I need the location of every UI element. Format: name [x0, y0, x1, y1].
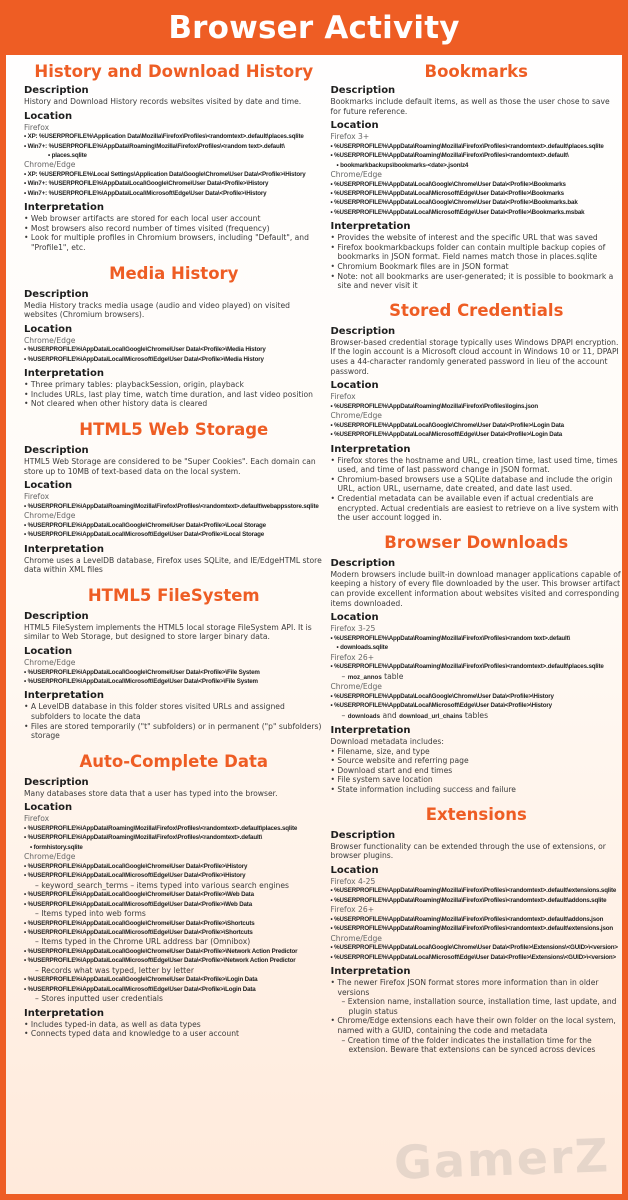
path-item: • Win7+: %USERPROFILE%\AppData\Local\Google\Chrome\User Data\<Profile>\History [24, 179, 324, 188]
path-item: • %USERPROFILE%\AppData\Local\Microsoft\Edge\User Data\<Profile>\Web Data [24, 900, 324, 909]
location-heading: Location [330, 864, 379, 876]
description-text: Bookmarks include default items, as well as those the user chose to save for future reference. [330, 97, 610, 116]
browser-label: Firefox 3+ [330, 132, 370, 142]
path-note: – Stores inputted user credentials [24, 994, 324, 1004]
path-item: • %USERPROFILE%\AppData\Local\Google\Chrome\User Data\<Profile>\Media History [24, 345, 324, 354]
interpretation-item: • Download start and end times [331, 766, 623, 776]
path-item: • %USERPROFILE%\AppData\Local\Microsoft\Edge\User Data\<Profile>\Media History [24, 355, 324, 364]
table-name: moz_annos [347, 673, 382, 681]
path-item: • %USERPROFILE%\AppData\Local\Microsoft\Edge\User Data\<Profile>\File System [24, 677, 324, 686]
section-html5-web-storage [24, 420, 324, 575]
section-title: Stored Credentials [389, 300, 564, 320]
interpretation-item: • Provides the website of interest and the specific URL that was saved [331, 233, 623, 243]
description-heading: Description [330, 557, 396, 569]
interpretation-item: • Credential metadata can be available even if actual credentials are encrypted. Actual credentials are easiest to retrieve on a live system with the user account logged in. [331, 494, 623, 523]
path-note: – Items typed in the Chrome URL address bar (Omnibox) [24, 937, 324, 947]
path-item: • %USERPROFILE%\AppData\Local\Microsoft\Edge\User Data\<Profile>\Login Data [24, 985, 324, 994]
path-item: • %USERPROFILE%\AppData\Local\Google\Chrome\User Data\<Profile>\Login Data [331, 421, 623, 430]
path-note [331, 672, 623, 683]
interpretation-heading: Interpretation [330, 221, 411, 233]
path-item-continued: • downloads.sqlite [331, 643, 623, 652]
browser-label: Firefox 26+ [330, 905, 375, 915]
browser-label: Chrome/Edge [24, 335, 76, 345]
interpretation-item: • Source website and referring page [331, 756, 623, 766]
browser-label: Firefox [24, 492, 50, 502]
interpretation-item: • Chromium-based browsers use a SQLite database and include the origin URL, action URL, username, date created, and date last used. [331, 475, 623, 494]
description-text: HTML5 Web Storage are considered to be "Super Cookies". Each domain can store up to 10MB of text-based data on the local system. [24, 456, 316, 476]
location-heading: Location [24, 323, 73, 335]
description-text: Browser functionality can be extended through the use of extensions, or browser plugins. [330, 841, 606, 861]
interpretation-text: Download metadata includes: [330, 737, 444, 747]
section-title: Bookmarks [424, 62, 528, 81]
interpretation-subitem: – Creation time of the folder indicates the installation time for the extension. Beware that extensions can be synced across devices [331, 1036, 623, 1055]
path-item: • %USERPROFILE%\AppData\Local\Microsoft\Edge\User Data\<Profile>\Extensions\<GUID>\<version> [331, 953, 623, 962]
path-item: • %USERPROFILE%\AppData\Roaming\Mozilla\Firefox\Profiles\<randomtext>.default\places.sqlite [24, 824, 324, 833]
browser-label: Firefox 3-25 [330, 624, 376, 634]
table-suffix: table [381, 671, 404, 681]
interpretation-heading: Interpretation [330, 725, 411, 737]
description-heading: Description [24, 85, 89, 96]
path-item: • %USERPROFILE%\AppData\Local\Google\Chrome\User Data\<Profile>\Shortcuts [24, 919, 324, 928]
interpretation-heading: Interpretation [24, 202, 104, 214]
browser-label: Firefox [24, 814, 50, 824]
description-text: Modern browsers include built-in download manager applications capable of keeping a history of every file downloaded by the user. This browser artifact can provide excellent information about websites visited and corresponding items downloaded. [330, 569, 621, 608]
interpretation-heading: Interpretation [330, 966, 411, 978]
description-heading: Description [24, 610, 89, 622]
right-column [331, 55, 623, 1055]
browser-label: Chrome/Edge [330, 411, 382, 421]
path-item: • %USERPROFILE%\AppData\Local\Microsoft\Edge\User Data\<Profile>\Shortcuts [24, 928, 324, 937]
section-title: Media History [109, 263, 239, 283]
description-text: History and Download History records websites visited by date and time. [24, 97, 302, 106]
path-item: • %USERPROFILE%\AppData\Roaming\Mozilla\Firefox\Profiles\<randomtext>.default\ [331, 151, 623, 160]
path-item: • %USERPROFILE%\AppData\Local\Google\Chrome\User Data\<Profile>\Network Action Predictor [24, 947, 324, 956]
description-heading: Description [24, 776, 89, 788]
location-heading: Location [330, 380, 379, 392]
description-text: HTML5 FileSystem implements the HTML5 local storage FileSystem API. It is similar to Web Storage, but designed to store larger binary data. [24, 622, 312, 642]
section-history [24, 62, 324, 253]
interpretation-item: • Files are stored temporarily ("t" subfolders) or in permanent ("p" subfolders) storage [24, 722, 324, 741]
description-heading: Description [24, 444, 89, 456]
path-item: • %USERPROFILE%\AppData\Local\Microsoft\Edge\User Data\<Profile>\Local Storage [24, 530, 324, 539]
interpretation-item: • A LevelDB database in this folder stores visited URLs and assigned subfolders to locate the data [24, 702, 324, 721]
path-item: • %USERPROFILE%\AppData\Local\Google\Chrome\User Data\<Profile>\Local Storage [24, 521, 324, 530]
section-extensions [331, 805, 623, 1055]
browser-label: Firefox 26+ [330, 652, 375, 662]
interpretation-item: • Web browser artifacts are stored for each local user account [24, 214, 324, 224]
path-item: • %USERPROFILE%\AppData\Local\Microsoft\Edge\User Data\<Profile>\Bookmarks [331, 189, 623, 198]
path-item: • %USERPROFILE%\AppData\Roaming\Mozilla\Firefox\Profiles\<randomtext>.default\webappsstore.sqlite [24, 502, 324, 511]
interpretation-item: • File system save location [331, 775, 623, 785]
browser-label: Chrome/Edge [330, 682, 382, 692]
interpretation-item: • The newer Firefox JSON format stores more information than in older versions [331, 978, 623, 997]
interpretation-item: • Most browsers also record number of times visited (frequency) [24, 224, 324, 234]
description-heading: Description [330, 829, 396, 841]
path-item: • %USERPROFILE%\AppData\Roaming\Mozilla\Firefox\Profiles\<randomtext>.default\extensions.json [331, 924, 623, 933]
path-item: • %USERPROFILE%\AppData\Local\Google\Chrome\User Data\<Profile>\Bookmarks.bak [331, 198, 623, 207]
conjunction: and [380, 710, 400, 720]
section-browser-downloads [331, 533, 623, 795]
browser-label: Firefox [24, 122, 50, 132]
location-heading: Location [24, 480, 73, 492]
interpretation-heading: Interpretation [24, 543, 104, 555]
path-item: • %USERPROFILE%\AppData\Local\Microsoft\Edge\User Data\<Profile>\History [331, 701, 623, 710]
path-item: • XP: %USERPROFILE%\Application Data\Mozilla\Firefox\Profiles\<randomtext>.default\places.sqlite [24, 132, 324, 141]
interpretation-item: • Includes URLs, last play time, watch time duration, and last video position [24, 390, 324, 400]
location-heading: Location [24, 802, 73, 814]
path-item: • %USERPROFILE%\AppData\Roaming\Mozilla\Firefox\Profiles\<random text>.default\ [331, 634, 623, 643]
section-title: HTML5 FileSystem [87, 585, 260, 605]
browser-label: Chrome/Edge [24, 657, 76, 667]
path-note: – keyword_search_terms – items typed into various search engines [24, 881, 324, 891]
path-item: • %USERPROFILE%\AppData\Local\Microsoft\Edge\User Data\<Profile>\History [24, 871, 324, 880]
section-title: History and Download History [34, 62, 314, 81]
section-stored-credentials [331, 301, 623, 523]
interpretation-item: • Look for multiple profiles in Chromium browsers, including "Default", and "Profile1", etc. [24, 233, 324, 252]
page-title: Browser Activity [168, 9, 460, 46]
section-media-history [24, 264, 324, 409]
browser-label: Chrome/Edge [330, 933, 382, 943]
path-item: • Win7+: %USERPROFILE%\AppData\Roaming\Mozilla\Firefox\Profiles\<random text>.default\ [24, 142, 324, 151]
interpretation-heading: Interpretation [24, 690, 104, 702]
browser-label: Firefox 4-25 [330, 876, 376, 886]
section-html5-filesystem [24, 586, 324, 741]
location-heading: Location [24, 645, 73, 657]
browser-label: Chrome/Edge [24, 852, 76, 862]
path-item: • %USERPROFILE%\AppData\Local\Google\Chrome\User Data\<Profile>\History [24, 862, 324, 871]
path-item: • %USERPROFILE%\AppData\Roaming\Mozilla\Firefox\Profiles\<randomtext>.default\places.sqlite [331, 142, 623, 151]
browser-label: Chrome/Edge [24, 511, 76, 521]
path-item: • %USERPROFILE%\AppData\Roaming\Mozilla\Firefox\Profiles\<randomtext>.default\places.sqlite [331, 662, 623, 671]
section-title: HTML5 Web Storage [79, 419, 269, 439]
interpretation-item: • Chromium Bookmark files are in JSON format [331, 262, 623, 272]
interpretation-heading: Interpretation [330, 443, 411, 455]
interpretation-item: • Firefox bookmarkbackups folder can contain multiple backup copies of bookmarks in JSON format. Field names match those in places.sqlite [331, 243, 623, 262]
interpretation-item: • Three primary tables: playbackSession, origin, playback [24, 380, 324, 390]
path-item: • %USERPROFILE%\AppData\Local\Microsoft\Edge\User Data\<Profile>\Login Data [331, 430, 623, 439]
path-item: • Win7+: %USERPROFILE%\AppData\Local\Microsoft\Edge\User Data\<Profile>\History [24, 189, 324, 198]
interpretation-item: • Connects typed data and knowledge to a user account [24, 1029, 324, 1039]
table-name: downloads [347, 712, 381, 720]
path-item-continued: • formhistory.sqlite [24, 843, 324, 852]
description-heading: Description [330, 85, 396, 96]
section-auto-complete [24, 752, 324, 1039]
section-title: Auto-Complete Data [79, 751, 269, 771]
browser-label: Chrome/Edge [330, 170, 382, 179]
table-suffix: tables [462, 710, 489, 720]
section-bookmarks [331, 62, 623, 291]
interpretation-subitem: – Extension name, installation source, installation time, last update, and plugin status [331, 997, 623, 1016]
path-item: • %USERPROFILE%\AppData\Roaming\Mozilla\Firefox\Profiles\logins.json [331, 402, 623, 411]
interpretation-text: Chrome uses a LevelDB database, Firefox uses SQLite, and IE/EdgeHTML store data within XML files [24, 555, 322, 575]
interpretation-item: • Chrome/Edge extensions each have their own folder on the local system, named with a GUID, containing the code and metadata [331, 1016, 623, 1035]
path-item-continued: • places.sqlite [24, 151, 324, 160]
path-item: • XP: %USERPROFILE%\Local Settings\Application Data\Google\Chrome\User Data\<Profile>\History [24, 170, 324, 179]
left-column [24, 55, 324, 1055]
title-banner [6, 0, 622, 55]
path-item-continued: • bookmarkbackups\bookmarks-<date>.jsonlz4 [331, 161, 623, 170]
interpretation-item: • Not cleared when other history data is cleared [24, 399, 324, 409]
browser-label: Firefox [330, 392, 356, 402]
description-text: Many databases store data that a user has typed into the browser. [24, 788, 278, 798]
location-heading: Location [330, 612, 379, 624]
path-item: • %USERPROFILE%\AppData\Local\Google\Chrome\User Data\<Profile>\Bookmarks [331, 180, 623, 189]
path-item: • %USERPROFILE%\AppData\Local\Google\Chrome\User Data\<Profile>\Extensions\<GUID>\<version> [331, 943, 623, 952]
description-text: Browser-based credential storage typically uses Windows DPAPI encryption. If the login account is a Microsoft cloud account in Windows 10 or 11, DPAPI uses a 44-character randomly generated password in lieu of the account password. [330, 337, 619, 376]
path-item: • %USERPROFILE%\AppData\Local\Microsoft\Edge\User Data\<Profile>\Bookmarks.msbak [331, 208, 623, 217]
interpretation-item: • Filename, size, and type [331, 747, 623, 757]
path-note: – Records what was typed, letter by letter [24, 966, 324, 976]
location-heading: Location [24, 110, 73, 122]
path-item: • %USERPROFILE%\AppData\Roaming\Mozilla\Firefox\Profiles\<randomtext>.default\ [24, 833, 324, 842]
path-item: • %USERPROFILE%\AppData\Local\Google\Chrome\User Data\<Profile>\File System [24, 668, 324, 677]
path-item: • %USERPROFILE%\AppData\Local\Google\Chrome\User Data\<Profile>\Web Data [24, 890, 324, 899]
content-columns [6, 55, 622, 1055]
path-note: – Items typed into web forms [24, 909, 324, 919]
section-title: Browser Downloads [384, 532, 569, 552]
interpretation-item: • Includes typed-in data, as well as data types [24, 1020, 324, 1030]
path-item: • %USERPROFILE%\AppData\Roaming\Mozilla\Firefox\Profiles\<randomtext>.default\addons.sqlite [331, 896, 623, 905]
browser-label: Chrome/Edge [24, 160, 76, 170]
section-title: Extensions [425, 804, 527, 824]
path-item: • %USERPROFILE%\AppData\Roaming\Mozilla\Firefox\Profiles\<randomtext>.default\extensions.sqlite [331, 886, 623, 895]
interpretation-heading: Interpretation [24, 1007, 104, 1019]
description-text: Media History tracks media usage (audio and video played) on visited websites (Chromium browsers). [24, 300, 290, 320]
interpretation-item: • State information including success and failure [331, 785, 623, 795]
path-note [331, 711, 623, 722]
description-heading: Description [330, 325, 396, 337]
watermark: GamerZ [393, 1128, 611, 1190]
path-item: • %USERPROFILE%\AppData\Roaming\Mozilla\Firefox\Profiles\<randomtext>.default\addons.json [331, 915, 623, 924]
location-heading: Location [330, 120, 379, 132]
table-name: download_url_chains [399, 712, 463, 720]
interpretation-item: • Firefox stores the hostname and URL, creation time, last used time, times used, and time of last password change in JSON format. [331, 456, 623, 475]
path-item: • %USERPROFILE%\AppData\Local\Google\Chrome\User Data\<Profile>\History [331, 692, 623, 701]
interpretation-item: • Note: not all bookmarks are user-generated; it is possible to bookmark a site and never visit it [331, 272, 623, 291]
description-heading: Description [24, 288, 89, 300]
path-item: • %USERPROFILE%\AppData\Local\Microsoft\Edge\User Data\<Profile>\Network Action Predictor [24, 956, 324, 965]
path-item: • %USERPROFILE%\AppData\Local\Google\Chrome\User Data\<Profile>\Login Data [24, 975, 324, 984]
interpretation-heading: Interpretation [24, 368, 104, 380]
